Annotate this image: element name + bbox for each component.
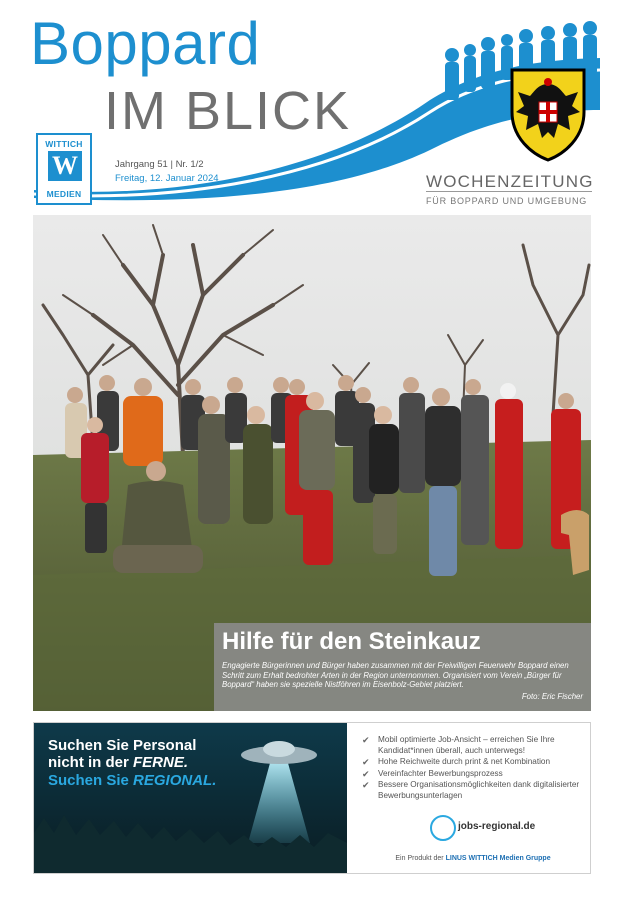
ad-footer: [362, 855, 584, 862]
logo-text-top: WITTICH: [45, 139, 83, 149]
wittich-medien-logo: [32, 133, 90, 205]
ad-headline-line3-em: REGIONAL.: [133, 772, 217, 789]
check-icon: ✔: [362, 757, 370, 768]
jobs-regional-text: jobs-regional.de: [458, 821, 536, 832]
title-boppard: Boppard: [30, 10, 261, 77]
jobs-advertisement[interactable]: [33, 722, 591, 874]
ad-headline-line2-em: FERNE.: [133, 754, 189, 771]
logo-text-bottom: MEDIEN: [46, 189, 82, 199]
paper-subtitle: FÜR BOPPARD UND UMGEBUNG: [426, 196, 588, 206]
ad-footer-prefix: Ein Produkt der: [395, 855, 446, 862]
masthead: [0, 0, 625, 212]
paper-type-divider: [426, 191, 592, 192]
lead-headline[interactable]: Hilfe für den Steinkauz: [222, 628, 481, 655]
ad-feature: ✔ Hohe Reichweite durch print & net Kombination: [362, 757, 551, 768]
jobs-regional-logo[interactable]: [430, 815, 550, 843]
ad-headline-line2-prefix: nicht in der: [48, 754, 134, 771]
ad-headline-line2: [48, 754, 188, 771]
logo-w-icon: W: [48, 151, 82, 181]
check-icon: ✔: [362, 735, 370, 745]
ad-headline-line3-prefix: Suchen Sie: [48, 772, 134, 789]
issue-date: Freitag, 12. Januar 2024: [115, 173, 219, 184]
ad-headline-line3: [48, 772, 216, 789]
check-icon: ✔: [362, 780, 370, 791]
ad-feature-list: [362, 735, 584, 803]
ad-footer-brand: LINUS WITTICH Medien Gruppe: [445, 855, 551, 862]
ad-feature: ✔ Vereinfachter Bewerbungsprozess: [362, 768, 503, 779]
coat-of-arms-icon: [508, 66, 588, 162]
location-pin-icon: [430, 815, 456, 841]
ad-feature: ✔ Mobil optimierte Job-Ansicht – erreichen Sie Ihre Kandidat*innen überall, auch unterwegs!: [362, 735, 555, 755]
title-im-blick: IM BLICK: [104, 81, 352, 141]
check-icon: ✔: [362, 768, 370, 779]
ad-feature: ✔ Bessere Organisationsmöglichkeiten dank digitalisierter Bewerbungsunterlagen: [362, 780, 580, 800]
logo-frame: [36, 133, 92, 205]
issue-number: Jahrgang 51 | Nr. 1/2: [115, 159, 204, 170]
photo-credit: Foto: Eric Fischer: [521, 692, 583, 701]
lead-caption: Engagierte Bürgerinnen und Bürger haben zusammen mit der Freiwilligen Feuerwehr Boppard einen Schritt zum Erhalt bedrohter Arten in der Region unternommen. Organisiert vom Verein „Bürger für Boppard“ haben sie spezielle Nistföhren im Eisenbolz-Gebiet platziert.: [222, 661, 569, 690]
paper-type: WOCHENZEITUNG: [426, 172, 594, 191]
ad-image-panel: [34, 723, 347, 873]
ad-headline-line1: Suchen Sie Personal: [48, 737, 197, 754]
